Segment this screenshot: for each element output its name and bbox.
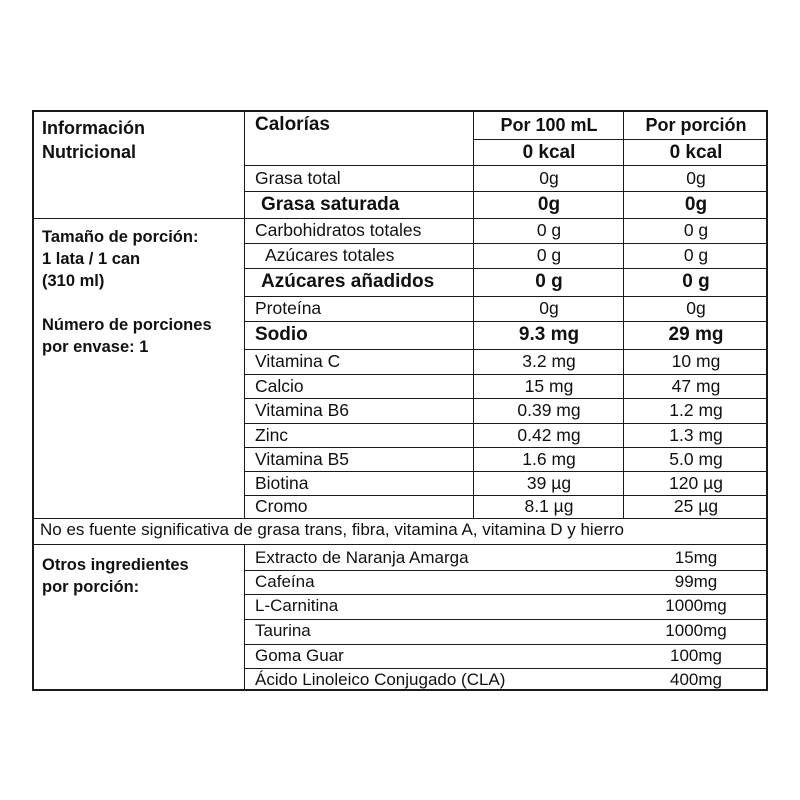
grid-line — [244, 349, 768, 350]
nutrient-name: Proteína — [255, 298, 322, 318]
ingredient-amount: 99mg — [674, 572, 718, 591]
nutrient-name: Vitamina B5 — [255, 449, 350, 469]
nutrient-name: Calcio — [255, 376, 304, 396]
panel-title — [34, 116, 244, 168]
nutrient-per-portion: 0 g — [683, 245, 709, 265]
nutrient-per-100ml: 0 g — [536, 220, 562, 240]
column-header-per-100ml: Por 100 mL — [500, 115, 598, 135]
nutrient-per-portion: 0g — [684, 194, 708, 215]
nutrient-name: Carbohidratos totales — [255, 220, 422, 240]
ingredient-amount: 1000mg — [665, 621, 727, 640]
grid-line — [244, 243, 768, 244]
nutrient-per-100ml: 0 g — [536, 245, 562, 265]
nutrient-per-portion: 29 mg — [668, 324, 724, 345]
nutrition-facts-table — [32, 110, 768, 691]
nutrient-name: Vitamina C — [255, 351, 341, 371]
servings-per-container-value: por envase: 1 — [42, 338, 149, 356]
grid-line — [244, 321, 768, 322]
nutrient-name: Grasa saturada — [261, 194, 400, 215]
nutrient-per-100ml: 0g — [537, 194, 561, 215]
nutrient-per-portion: 0g — [686, 168, 706, 188]
grid-line — [244, 112, 245, 518]
nutrient-per-portion: 1.3 mg — [669, 425, 723, 445]
nutrient-per-100ml: 1.6 mg — [522, 449, 576, 469]
grid-line — [244, 398, 768, 399]
ingredient-amount: 100mg — [670, 646, 722, 665]
nutrient-per-portion: 1.2 mg — [669, 400, 723, 420]
nutrient-per-100ml: 3.2 mg — [522, 351, 576, 371]
grid-line — [34, 544, 768, 545]
grid-line — [473, 139, 768, 140]
grid-line — [244, 570, 768, 571]
ingredient-name: Taurina — [255, 621, 311, 640]
ingredient-amount: 400mg — [670, 670, 722, 689]
nutrient-name: Vitamina B6 — [255, 400, 350, 420]
serving-size-label: Tamaño de porción: — [42, 228, 199, 246]
other-ingredients-label-line2: por porción: — [42, 578, 140, 596]
servings-per-container-label: Número de porciones — [42, 316, 212, 334]
grid-line — [244, 296, 768, 297]
grid-line — [244, 495, 768, 496]
nutrient-per-100ml: 0 g — [535, 271, 563, 292]
nutrient-per-portion: 0g — [686, 298, 706, 318]
grid-line — [244, 165, 768, 166]
serving-info — [34, 226, 244, 376]
other-ingredients-label — [34, 554, 244, 604]
nutrient-name: Zinc — [255, 425, 289, 445]
grid-line — [473, 112, 474, 518]
grid-line — [244, 191, 768, 192]
calories-label: Calorías — [255, 114, 330, 135]
grid-line — [244, 594, 768, 595]
grid-line — [244, 619, 768, 620]
grid-line — [244, 447, 768, 448]
grid-line — [244, 423, 768, 424]
serving-size-value: 1 lata / 1 can — [42, 250, 141, 268]
nutrient-per-portion: 0 g — [682, 271, 710, 292]
ingredient-name: Goma Guar — [255, 646, 344, 665]
grid-line — [244, 668, 768, 669]
ingredient-name: Cafeína — [255, 572, 315, 591]
grid-line — [623, 112, 624, 518]
nutrient-per-portion: 0 g — [683, 220, 709, 240]
ingredient-name: L-Carnitina — [255, 596, 339, 615]
ingredient-amount: 1000mg — [665, 596, 727, 615]
nutrient-per-portion: 10 mg — [671, 351, 721, 371]
nutrient-name: Cromo — [255, 496, 308, 516]
grid-line — [244, 471, 768, 472]
kcal-per-portion: 0 kcal — [669, 142, 723, 163]
nutrient-name: Grasa total — [255, 168, 341, 188]
panel-title-line2: Nutricional — [42, 142, 137, 162]
nutrient-per-100ml: 0.42 mg — [517, 425, 581, 445]
other-ingredients-label-line1: Otros ingredientes — [42, 556, 189, 574]
nutrient-per-100ml: 8.1 µg — [524, 496, 574, 516]
grid-line — [34, 218, 768, 219]
kcal-per-100ml: 0 kcal — [522, 142, 576, 163]
nutrient-name: Sodio — [255, 324, 308, 345]
nutrient-per-100ml: 0g — [539, 168, 559, 188]
nutrient-name: Azúcares añadidos — [261, 271, 435, 292]
grid-line — [244, 268, 768, 269]
nutrient-per-100ml: 0g — [539, 298, 559, 318]
ingredient-name: Ácido Linoleico Conjugado (CLA) — [255, 670, 506, 689]
nutrient-per-100ml: 39 µg — [526, 473, 572, 493]
grid-line — [244, 644, 768, 645]
ingredient-name: Extracto de Naranja Amarga — [255, 548, 469, 567]
nutrient-per-portion: 5.0 mg — [669, 449, 723, 469]
column-header-per-portion: Por porción — [645, 115, 747, 135]
nutrient-per-portion: 47 mg — [671, 376, 721, 396]
nutrient-name: Biotina — [255, 473, 309, 493]
nutrient-name: Azúcares totales — [265, 245, 395, 265]
nutrient-per-100ml: 0.39 mg — [517, 400, 581, 420]
footnote: No es fuente significativa de grasa trans, fibra, vitamina A, vitamina D y hierro — [40, 520, 624, 539]
grid-line — [244, 374, 768, 375]
serving-size-ml: (310 ml) — [42, 272, 105, 290]
nutrient-per-100ml: 9.3 mg — [518, 324, 580, 345]
nutrient-per-100ml: 15 mg — [524, 376, 574, 396]
nutrient-per-portion: 25 µg — [673, 496, 719, 516]
grid-line — [34, 518, 768, 519]
panel-title-line1: Información — [42, 118, 146, 138]
ingredient-amount: 15mg — [674, 548, 718, 567]
nutrient-per-portion: 120 µg — [669, 473, 723, 493]
